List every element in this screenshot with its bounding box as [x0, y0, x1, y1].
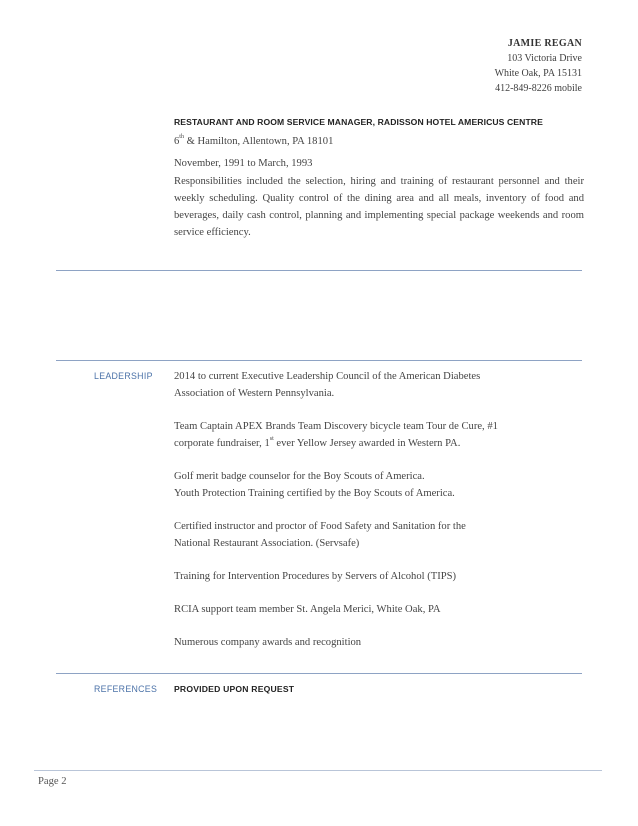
leadership-item: Golf merit badge counselor for the Boy Scouts of America. Youth Protection Training certified by the Boy Scouts of America. [174, 471, 455, 499]
leadership-label: LEADERSHIP [94, 371, 153, 381]
leadership-item: Team Captain APEX Brands Team Discovery bicycle team Tour de Cure, #1 corporate fundraiser, 1st ever Yellow Jersey awarded in Western PA. [174, 421, 498, 449]
leadership-item: Certified instructor and proctor of Food Safety and Sanitation for the National Restaurant Association. (Servsafe) [174, 521, 466, 549]
job-entry [174, 117, 584, 241]
references-value: PROVIDED UPON REQUEST [174, 684, 295, 694]
contact-phone: 412-849-8226 mobile [495, 83, 582, 94]
candidate-name: JAMIE REGAN [507, 38, 582, 49]
leadership-item: RCIA support team member St. Angela Merici, White Oak, PA [174, 604, 441, 615]
contact-city: White Oak, PA 15131 [494, 68, 582, 79]
leadership-item: Training for Intervention Procedures by Servers of Alcohol (TIPS) [174, 571, 457, 582]
job-title: RESTAURANT AND ROOM SERVICE MANAGER, RADISSON HOTEL AMERICUS CENTRE [174, 117, 543, 127]
contact-block [495, 36, 582, 96]
section-divider [56, 270, 582, 271]
leadership-item: 2014 to current Executive Leadership Council of the American Diabetes Association of Western Pennsylvania. [174, 371, 481, 399]
leadership-list [174, 368, 514, 667]
job-responsibilities: Responsibilities included the selection, hiring and training of restaurant personnel and their weekly scheduling. Quality control of the dining area and all meals, inventory of food and beverages, daily cash control, planning and implementing special package weekends and room service efficiency. [174, 176, 584, 238]
footer-divider [34, 770, 602, 771]
leadership-item: Numerous company awards and recognition [174, 637, 362, 648]
references-label: REFERENCES [94, 684, 158, 694]
job-address: 6th & Hamilton, Allentown, PA 18101 [174, 134, 334, 147]
section-divider [56, 673, 582, 674]
section-divider [56, 360, 582, 361]
contact-street: 103 Victoria Drive [507, 53, 582, 64]
job-dates: November, 1991 to March, 1993 [174, 158, 313, 169]
page-number: Page 2 [38, 776, 67, 787]
